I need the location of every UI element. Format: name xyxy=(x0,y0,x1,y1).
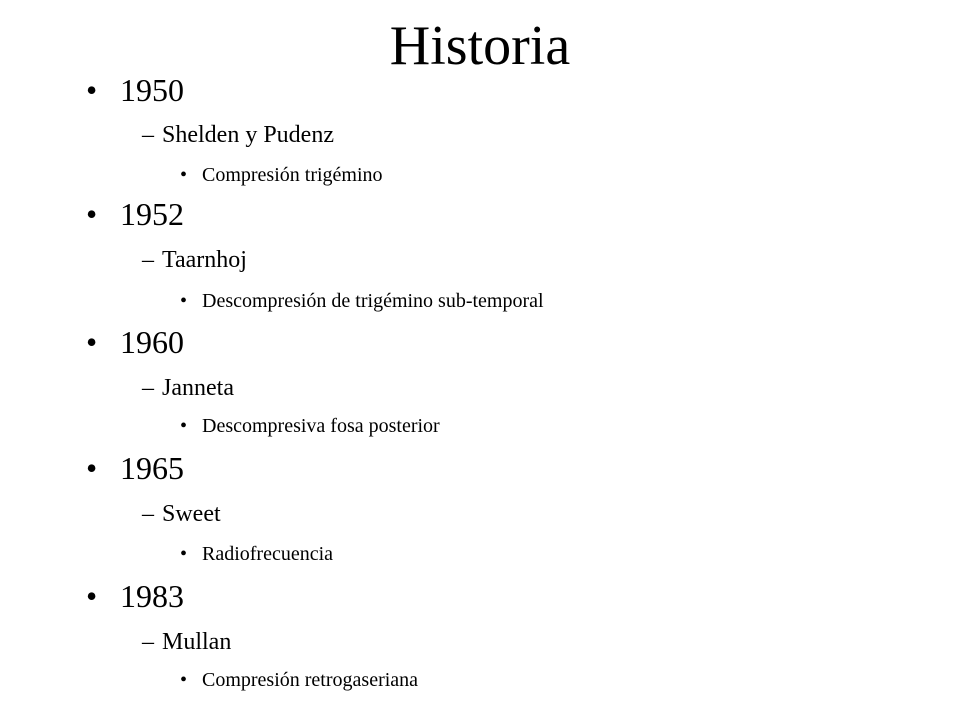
person-label: Sweet xyxy=(162,501,221,527)
year-label: 1952 xyxy=(120,196,184,232)
dash-icon: – xyxy=(142,375,154,401)
person-label: Janneta xyxy=(162,375,234,401)
detail-label: Descompresión de trigémino sub-temporal xyxy=(202,290,544,312)
slide-title: Historia xyxy=(389,15,571,77)
detail-label: Compresión retrogaseriana xyxy=(202,669,419,691)
dash-icon: – xyxy=(142,501,154,527)
bullet-icon: • xyxy=(180,669,188,691)
year-label: 1983 xyxy=(120,578,184,614)
dash-icon: – xyxy=(142,122,154,148)
bullet-icon: • xyxy=(86,578,98,614)
bullet-icon: • xyxy=(86,72,98,108)
bullet-icon: • xyxy=(86,450,98,486)
bullet-icon: • xyxy=(180,290,188,312)
dash-icon: – xyxy=(142,247,154,273)
person-label: Taarnhoj xyxy=(162,247,247,273)
person-label: Shelden y Pudenz xyxy=(162,122,334,148)
year-label: 1965 xyxy=(120,450,184,486)
bullet-icon: • xyxy=(86,324,98,360)
dash-icon: – xyxy=(142,629,154,655)
detail-label: Compresión trigémino xyxy=(202,164,383,186)
year-label: 1960 xyxy=(120,324,184,360)
bullet-icon: • xyxy=(180,543,188,565)
bullet-icon: • xyxy=(180,164,188,186)
person-label: Mullan xyxy=(162,629,232,655)
detail-label: Descompresiva fosa posterior xyxy=(202,415,440,437)
year-label: 1950 xyxy=(120,72,184,108)
bullet-icon: • xyxy=(180,415,188,437)
bullet-icon: • xyxy=(86,196,98,232)
detail-label: Radiofrecuencia xyxy=(202,543,334,565)
